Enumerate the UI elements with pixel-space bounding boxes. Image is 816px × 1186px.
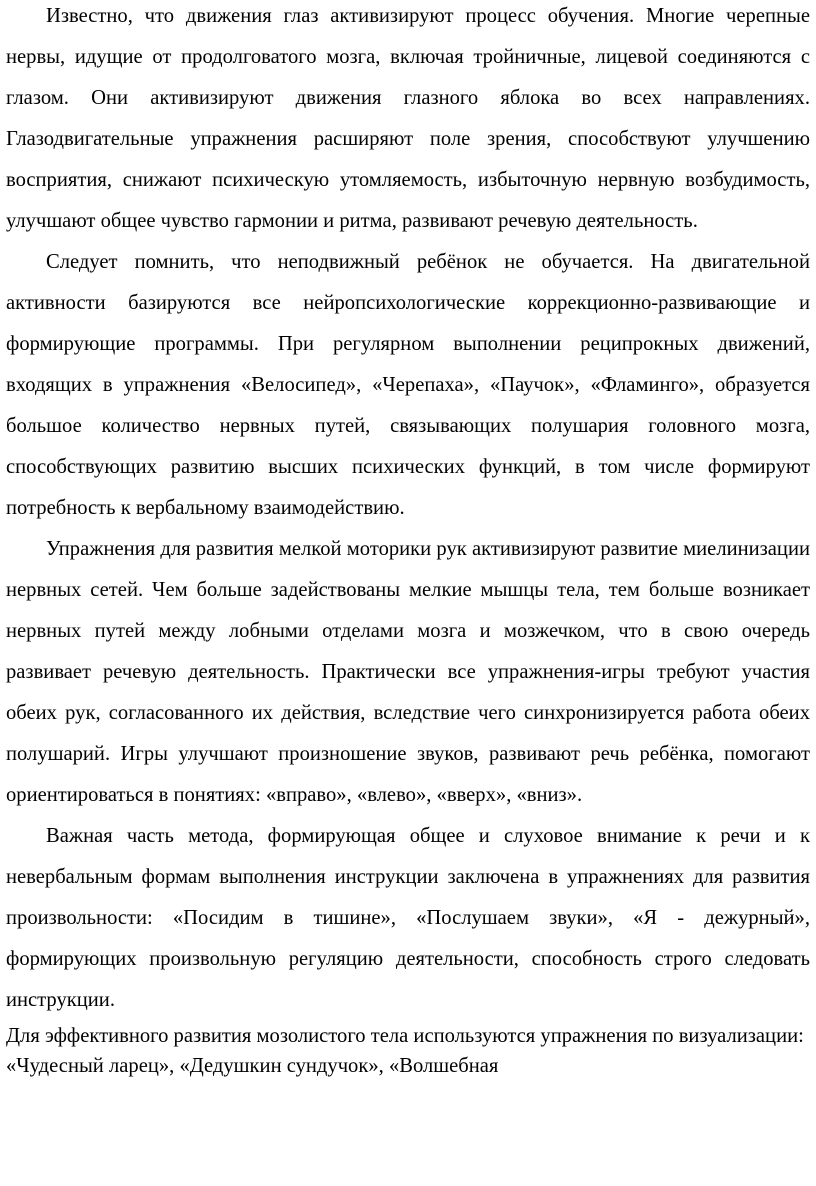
paragraph-fine-motor-skills: Упражнения для развития мелкой моторики рук активизируют развитие миелинизации нервных сетей. Чем больше задействованы мелкие мышцы тела, тем больше возникает нервных путей между лобными отделами мозга и мозжечком, что в свою очередь развивает речевую деятельность. Практически все упражнения-игры требуют участия обеих рук, согласованного их действия, вследствие чего синхронизируется работа обеих полушарий. Игры улучшают произношение звуков, развивают речь ребёнка, помогают ориентироваться в понятиях: «вправо», «влево», «вверх», «вниз».	[6, 538, 810, 806]
paragraph-voluntariness: Важная часть метода, формирующая общее и слуховое внимание к речи и к невербальным формам выполнения инструкции заключена в упражнениях для развития произвольности: «Посидим в тишине», «Послушаем звуки», «Я - дежурный», формирующих произвольную регуляцию деятельности, способность строго следовать инструкции.	[6, 825, 810, 1011]
document-body	[6, 0, 810, 1081]
paragraph-corpus-callosum: Для эффективного развития мозолистого тела используются упражнения по визуализации: «Чудесный ларец», «Дедушкин сундучок», «Волшебная	[6, 1025, 804, 1077]
paragraph-motor-activity: Следует помнить, что неподвижный ребёнок не обучается. На двигательной активности базируются все нейропсихологические коррекционно-развивающие и формирующие программы. При регулярном выполнении реципрокных движений, входящих в упражнения «Велосипед», «Черепаха», «Паучок», «Фламинго», образуется большое количество нервных путей, связывающих полушария головного мозга, способствующих развитию высших психических функций, в том числе формируют потребность к вербальному взаимодействию.	[6, 251, 810, 519]
paragraph-eye-movements: Известно, что движения глаз активизируют процесс обучения. Многие черепные нервы, идущие от продолговатого мозга, включая тройничные, лицевой соединяются с глазом. Они активизируют движения глазного яблока во всех направлениях. Глазодвигательные упражнения расширяют поле зрения, способствуют улучшению восприятия, снижают психическую утомляемость, избыточную нервную возбудимость, улучшают общее чувство гармонии и ритма, развивают речевую деятельность.	[6, 5, 810, 232]
